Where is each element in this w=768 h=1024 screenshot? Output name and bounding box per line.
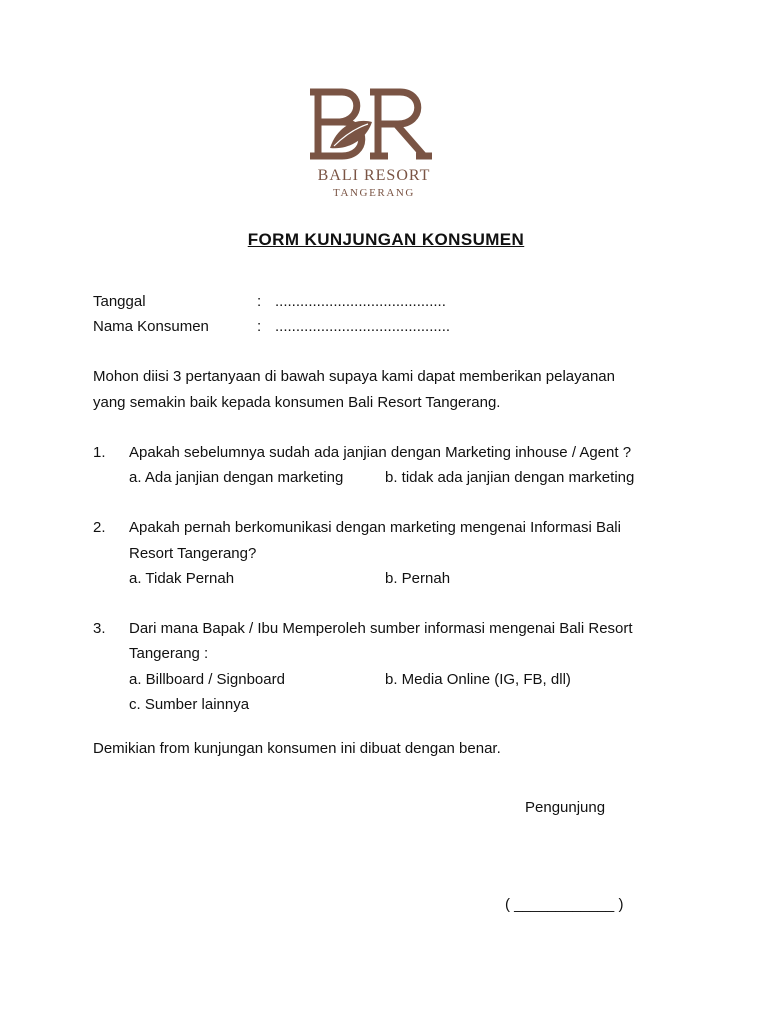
question-1-text: Apakah sebelumnya sudah ada janjian dengan Marketing inhouse / Agent ?: [129, 444, 632, 461]
question-2-text-line-2: Resort Tangerang?: [129, 545, 257, 562]
closing-statement: Demikian from kunjungan konsumen ini dibuat dengan benar.: [93, 740, 501, 757]
logo-name: BALI RESORT: [317, 167, 431, 184]
intro-line-2: yang semakin baik kepada konsumen Bali Resort Tangerang.: [93, 394, 501, 411]
field-colon: :: [257, 318, 262, 335]
field-label-nama-konsumen: Nama Konsumen: [93, 318, 209, 335]
question-2-option-b[interactable]: b. Pernah: [385, 570, 451, 587]
question-1-option-b[interactable]: b. tidak ada janjian dengan marketing: [385, 469, 635, 486]
question-2-text-line-1: Apakah pernah berkomunikasi dengan marketing mengenai Informasi Bali: [129, 519, 621, 536]
bali-resort-logo: [300, 84, 450, 204]
form-title: FORM KUNJUNGAN KONSUMEN: [247, 230, 525, 249]
question-3-option-c[interactable]: c. Sumber lainnya: [129, 696, 250, 713]
field-label-tanggal: Tanggal: [93, 293, 146, 310]
field-value-tanggal[interactable]: .........................................: [275, 293, 446, 310]
question-2-number: 2.: [93, 519, 106, 536]
question-1-number: 1.: [93, 444, 106, 461]
question-3-option-b[interactable]: b. Media Online (IG, FB, dll): [385, 671, 571, 688]
question-2-option-a[interactable]: a. Tidak Pernah: [129, 570, 235, 587]
question-3-number: 3.: [93, 620, 106, 637]
question-1-option-a[interactable]: a. Ada janjian dengan marketing: [129, 469, 344, 486]
field-colon: :: [257, 293, 262, 310]
question-3-text-line-1: Dari mana Bapak / Ibu Memperoleh sumber informasi mengenai Bali Resort: [129, 620, 633, 637]
field-value-nama-konsumen[interactable]: ..........................................: [275, 318, 451, 335]
question-3-text-line-2: Tangerang :: [129, 645, 209, 662]
br-monogram-icon: [300, 84, 440, 164]
intro-line-1: Mohon diisi 3 pertanyaan di bawah supaya kami dapat memberikan pelayanan: [93, 368, 615, 385]
signature-line[interactable]: ( ____________ ): [505, 896, 624, 913]
signer-label: Pengunjung: [525, 799, 606, 816]
question-3-option-a[interactable]: a. Billboard / Signboard: [129, 671, 285, 688]
logo-location: TANGERANG: [333, 187, 415, 199]
